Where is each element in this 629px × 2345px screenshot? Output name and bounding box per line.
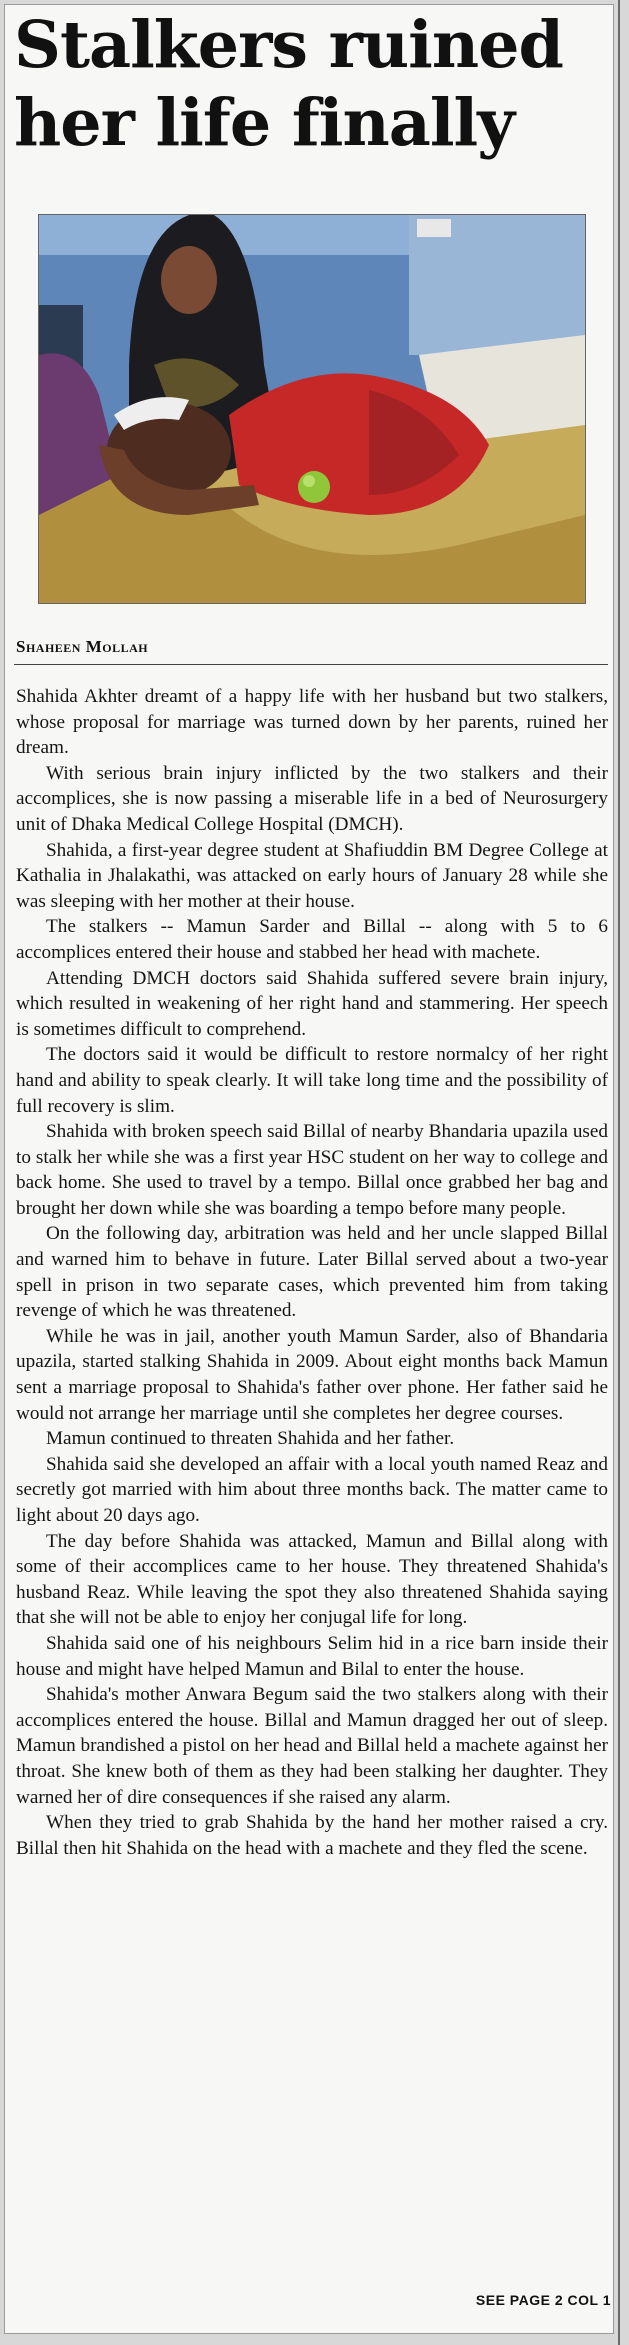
byline: Shaheen Mollah [16, 637, 149, 656]
paragraph: Shahida said she developed an affair with a local youth named Reaz and secretly got married with him about three months back. The matter came to light about 20 days ago. [16, 1453, 608, 1526]
paragraph: The stalkers -- Mamun Sarder and Billal -- along with 5 to 6 accomplices entered their house and stabbed her head with machete. [16, 916, 608, 963]
paragraph: When they tried to grab Shahida by the hand her mother raised a cry. Billal then hit Shahida on the head with a machete and they fled the scene. [16, 1812, 608, 1859]
paragraph: On the following day, arbitration was held and her uncle slapped Billal and warned him to behave in future. Later Billal served about a two-year spell in prison in two separate cases, which prevented him from taking revenge of which he was threatened. [16, 1223, 608, 1322]
paragraph: Attending DMCH doctors said Shahida suffered severe brain injury, which resulted in weakening of her right hand and stammering. Her speech is sometimes difficult to comprehend. [16, 967, 608, 1040]
paragraph: With serious brain injury inflicted by the two stalkers and their accomplices, she is now passing a miserable life in a bed of Neurosurgery unit of Dhaka Medical College Hospital (DMCH). [16, 762, 608, 835]
paragraph: Shahida with broken speech said Billal of nearby Bhandaria upazila used to stalk her while she was a first year HSC student on her way to college and back home. She used to travel by a tempo. Billal once grabbed her bag and brought her down while she was boarding a tempo before many people. [16, 1121, 608, 1219]
paragraph: Shahida, a first-year degree student at Shafiuddin BM Degree College at Kathalia in Jhalakathi, was attacked on early hours of January 28 while she was sleeping with her mother at their house. [16, 839, 608, 912]
paragraph: Mamun continued to threaten Shahida and her father. [46, 1428, 455, 1450]
article-photo [38, 214, 586, 604]
paragraph: While he was in jail, another youth Mamun Sarder, also of Bhandaria upazila, started stalking Shahida in 2009. About eight months back Mamun sent a marriage proposal to Shahida's father over phone. Her father said he would not arrange her marriage until she completes her degree courses. [16, 1325, 608, 1424]
paragraph: Shahida Akhter dreamt of a happy life with her husband but two stalkers, whose proposal for marriage was turned down by her parents, ruined her dream. [16, 686, 608, 759]
continuation-note: SEE PAGE 2 COL 1 [475, 2292, 611, 2308]
paragraph: The doctors said it would be difficult to restore normalcy of her right hand and ability to speak clearly. It will take long time and the possibility of full recovery is slim. [16, 1044, 608, 1117]
article-body [16, 684, 608, 1861]
paragraph: Shahida said one of his neighbours Selim hid in a rice barn inside their house and might have helped Mamun and Bilal to enter the house. [16, 1632, 608, 1680]
paragraph: The day before Shahida was attacked, Mamun and Billal along with some of their accomplices came to her house. They threatened Shahida's husband Reaz. While leaving the spot they also threatened Shahida saying that she will not be able to enjoy her conjugal life for long. [16, 1530, 608, 1629]
column-rule [618, 0, 620, 2345]
byline-rule [14, 664, 608, 665]
headline: Stalkers ruined her life finally [14, 7, 563, 161]
paragraph: Shahida's mother Anwara Begum said the two stalkers along with their accomplices entered the house. Billal and Mamun dragged her out of sleep. Mamun brandished a pistol on her head and Billal held a machete against her throat. She knew both of them as they had been stalking her daughter. They warned her of dire consequences if she raised any alarm. [16, 1684, 608, 1808]
